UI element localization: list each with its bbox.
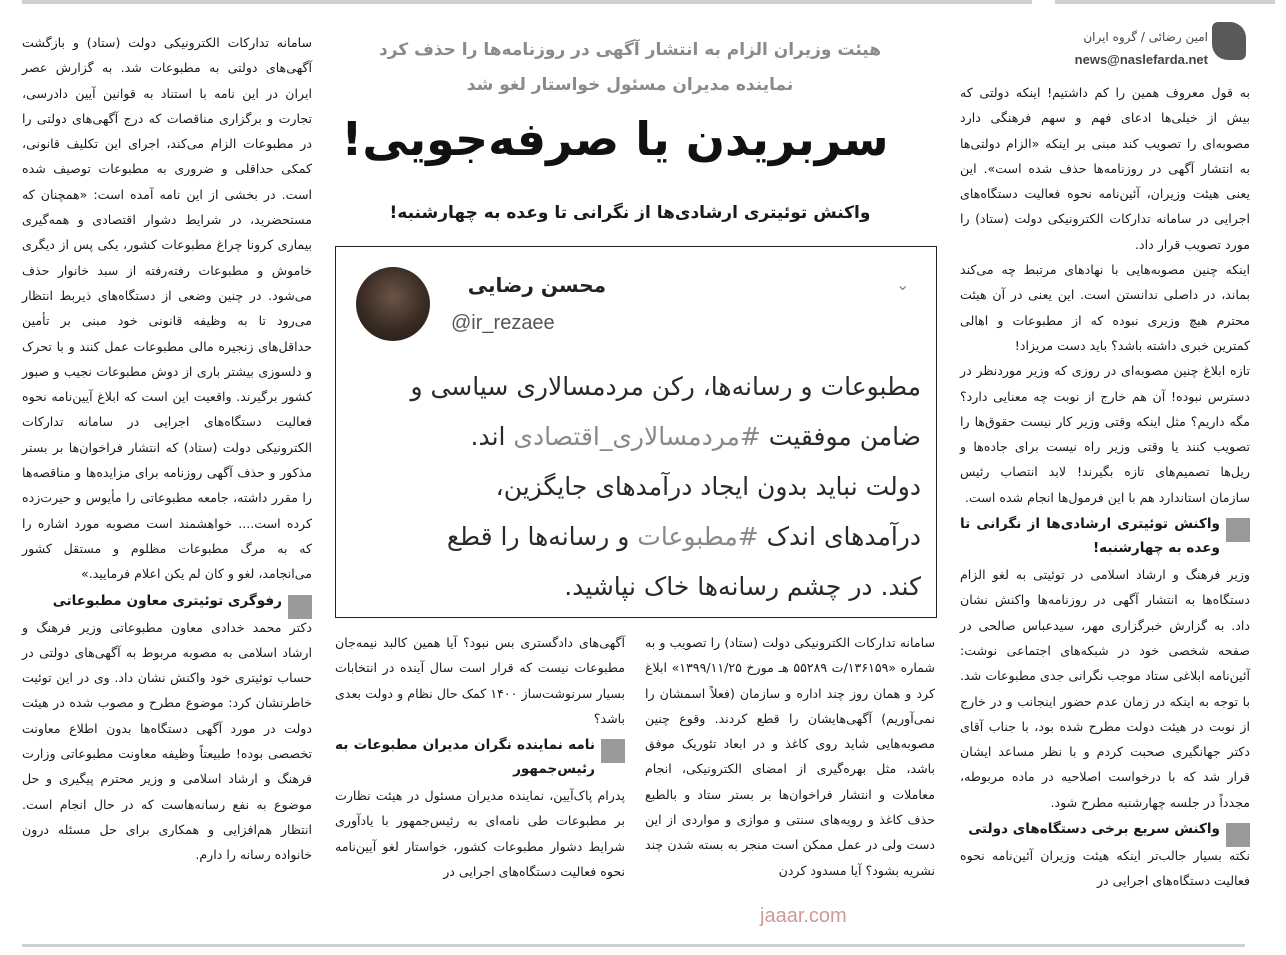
subheading: [22, 589, 312, 613]
paragraph: سامانه تدارکات الکترونیکی دولت (ستاد) و بازگشت آگهی‌های دولتی به مطبوعات شد. به گزارش عصر ایران در این نامه با استناد به قوانین آیین دادرسی، تجارت و برگزاری مناقصات که درج آگهی‌های دولتی را در مطبوعات الزام می‌کند، اجرای این تکلیف قانونی، کمکی حداقلی و ضروری به مطبوعات توصیف شده است. در بخشی از این نامه آمده است: «همچنان که مستحضرید، در شرایط دشوار اقتصادی و همه‌گیری بیماری کرونا چراغ مطبوعات کشور، یکی پس از دیگری خاموش و مطبوعات رفته‌رفته از سبد خانوار حذف می‌شود. در چنین وضعی از دستگاه‌های ذیربط انتظار می‌رود تا به وظیفه قانونی خود مبنی بر تأمین حداقل‌های زنجیره مالی مطبوعات عمل کنند و با تحرک و دلسوزی بیشتر باری از دوش مطبوعات نجیب و صبور کشور برگیرند. واقعیت این است که ابلاغ آیین‌نامه نحوه فعالیت دستگاه‌های اجرایی در سامانه تدارکات الکترونیکی دولت (ستاد) که انتشار فراخوان‌ها بر بستر مذکور و حذف آگهی روزنامه برای مزایده‌ها و مناقصه‌ها را مقرر داشته، جامعه مطبوعاتی را مأیوس و حیرت‌زده کرده است.... خواهشمند است مصوبه مورد اشاره را که به مرگ مطبوعات مظلوم و مستقل کشور می‌انجامد، لغو و کان لم یکن اعلام فرمایید.»: [22, 35, 312, 582]
subheading-text: نامه نماینده نگران مدیران مطبوعات به رئیس‌جمهور: [335, 737, 595, 778]
paragraph: سامانه تدارکات الکترونیکی دولت (ستاد) را تصویب و به شماره «۱۳۶۱۵۹/ت ۵۵۲۸۹ هـ مورخ ۱۳۹۹/۱۱/۲۵» ابلاغ کرد و همان روز چند اداره و سازمان (فعلاً اسمشان را نمی‌آوریم) آگهی‌هایشان را قطع کردند. وقوع چنین مصوبه‌هایی شاید روی کاغذ و در ابعاد تئوریک موفق باشد، مثل بهره‌گیری از امضای الکترونیکی، انجام معاملات و انتشار فراخوان‌ها بر بستر ستاد و بالطبع حذف کاغذ و رویه‌های سنتی و موازی و مواردی از این دست ولی در عمل ممکن است منجر به بسته شدن چند نشریه بشود؟ آیا مسدود کردن: [645, 635, 935, 878]
subheading: [960, 512, 1250, 560]
subheading: [335, 733, 625, 781]
subheading: [960, 817, 1250, 841]
bottom-rule: [22, 944, 1245, 947]
tweet-line: دولت نباید بدون ایجاد درآمدهای جایگزین،: [495, 472, 921, 501]
chevron-down-icon[interactable]: ⌄: [896, 275, 910, 294]
hashtag[interactable]: #مردمسالاری_اقتصادی: [513, 422, 761, 451]
byline: امین رضائی / گروه ایران: [1083, 30, 1208, 44]
top-rule-right: [1055, 0, 1275, 4]
tweet-text-part: اند.: [470, 422, 514, 451]
paragraph: به قول معروف همین را کم داشتیم! اینکه دولتی که بیش از خیلی‌ها ادعای فهم و سهم فرهنگی دارد مصوبه‌ای را تصویب کند مبنی بر اینکه «الزام دولتی‌ها به انتشار آگهی در روزنامه‌ها حذف شده است». این یعنی هیئت وزیران، آئین‌نامه نحوه فعالیت دستگاه‌های اجرایی در سامانه تدارکات الکترونیکی دولت (ستاد) را مورد تصویب قرار داد.: [960, 85, 1250, 252]
watermark-site: jaaar.com: [760, 905, 847, 927]
hashtag[interactable]: #مطبوعات: [637, 522, 759, 551]
tweet-card: [335, 246, 937, 618]
tweet-text-part: و رسانه‌ها را قطع: [446, 522, 638, 551]
subheading-text: رفوگری توئیتری معاون مطبوعاتی: [52, 592, 282, 609]
subheading-text: واکنش سریع برخی دستگاه‌های دولتی: [968, 821, 1220, 838]
tweet-line: مطبوعات و رسانه‌ها، رکن مردمسالاری سیاسی و: [410, 372, 921, 401]
tweet-line: کند. در چشم رسانه‌ها خاک نپاشید.: [564, 572, 921, 601]
avatar: [356, 267, 430, 341]
kicker-line-1: هیئت وزیران الزام به انتشار آگهی در روزنامه‌ها را حذف کرد: [378, 40, 882, 60]
headline: سربریدن یا صرفه‌جویی!: [341, 112, 889, 166]
subheading-text: واکنش توئیتری ارشادی‌ها از نگرانی تا وعده به چهارشنبه!: [960, 516, 1220, 557]
tweet-author-name: محسن رضایی: [467, 273, 606, 297]
deck: واکنش توئیتری ارشادی‌ها از نگرانی تا وعده به چهارشنبه!: [389, 203, 871, 223]
paragraph: پدرام پاک‌آیین، نماینده مدیران مسئول در هیئت نظارت بر مطبوعات طی نامه‌ای به رئیس‌جمهور با یادآوری شرایط دشوار مطبوعات کشور، خواستار لغو آیین‌نامه نحوه فعالیت دستگاه‌های اجرایی در: [335, 788, 625, 880]
square-bullet-icon: [1226, 518, 1250, 542]
paragraph: نکته بسیار جالب‌تر اینکه هیئت وزیران آئین‌نامه نحوه فعالیت دستگاه‌های اجرایی در: [960, 848, 1250, 889]
top-rule: [22, 0, 1032, 4]
column-left: [22, 30, 312, 890]
tweet-line: [356, 412, 921, 462]
tweet-text: [356, 362, 921, 612]
paragraph: وزیر فرهنگ و ارشاد اسلامی در توئیتی به لغو الزام دستگاه‌ها به انتشار آگهی در روزنامه‌ها واکنش نشان داد. به گزارش خبرگزاری مهر، سیدعباس صالحی در صفحه شخصی خود در شبکه‌های اجتماعی نوشت: آئین‌نامه ابلاغی ستاد موجب نگرانی جدی مطبوعات شد. با توجه به اینکه در زمان عدم حضور اینجانب و در خارج از نوبت در هیئت دولت مطرح شده بود، با جناب آقای دکتر جهانگیری صحبت کردم و با نظر مساعد ایشان قرار شد که با درخواست اصلاحیه در ماده مربوطه، مجدداً در جلسه چهارشنبه مطرح شود.: [960, 567, 1250, 810]
newspaper-logo-icon: [1212, 22, 1246, 60]
paragraph: تازه ابلاغ چنین مصوبه‌ای در روزی که وزیر موردنظر در دسترس نبوده! آن هم خارج از نوبت چه معنایی دارد؟ مگه داریم؟ مثل اینکه وقتی وزیر کار نیست حقوق‌ها را تصویب کنند یا وقتی وزیر راه نیست برای جاده‌ها و ریل‌ها تصمیم‌های تازه بگیرند! لابد انتصاب رئیس سازمان استاندارد هم با این فرمول‌ها انجام شده است.: [960, 363, 1250, 505]
tweet-line: [356, 512, 921, 562]
tweet-text-part: درآمدهای اندک: [758, 522, 921, 551]
square-bullet-icon: [288, 595, 312, 619]
paragraph: آگهی‌های دادگستری بس نبود؟ آیا همین کالبد نیمه‌جان مطبوعات نیست که قرار است سال آینده در انتخابات بسیار سرنوشت‌ساز ۱۴۰۰ کمک حال نظام و دولت بعدی باشد؟: [335, 635, 625, 726]
kicker-line-2: نماینده مدیران مسئول خواستار لغو شد: [466, 75, 794, 95]
column-right: [960, 80, 1250, 889]
paragraph: اینکه چنین مصوبه‌هایی با نهادهای مرتبط چه می‌کند بماند، در داصلی ندانستن است. این یعنی در آن هیئت محترم هیچ وزیری نبوده که از مطبوعات و اهالی کمترین خبری داشته باشد؟ باید دست مریزاد!: [960, 262, 1250, 353]
paragraph: دکتر محمد خدادی معاون مطبوعاتی وزیر فرهنگ و ارشاد اسلامی به مصوبه مربوط به آگهی‌های دولتی در حساب توئیتری خود واکنش نشان داد. وی در این توئیت خاطرنشان کرد: موضوع مطرح و مصوب شده در هیئت دولت در مورد آگهی دستگاه‌ها بدون اطلاع معاونت تخصصی بوده! طبیعتاً وظیفه معاونت مطبوعاتی وزارت فرهنگ و ارشاد اسلامی و وزیر محترم پیگیری و حل موضوع به نفع رسانه‌هاست که در حال انجام است. انتظار هم‌افزایی و همکاری برای حل مسئله درون خانواده رسانه را دارم.: [22, 619, 312, 863]
tweet-text-part: ضامن موفقیت: [760, 422, 921, 451]
tweet-author-handle: @ir_rezaee: [451, 312, 555, 334]
square-bullet-icon: [1226, 823, 1250, 847]
email-address[interactable]: news@naslefarda.net: [1074, 52, 1208, 67]
square-bullet-icon: [601, 739, 625, 763]
